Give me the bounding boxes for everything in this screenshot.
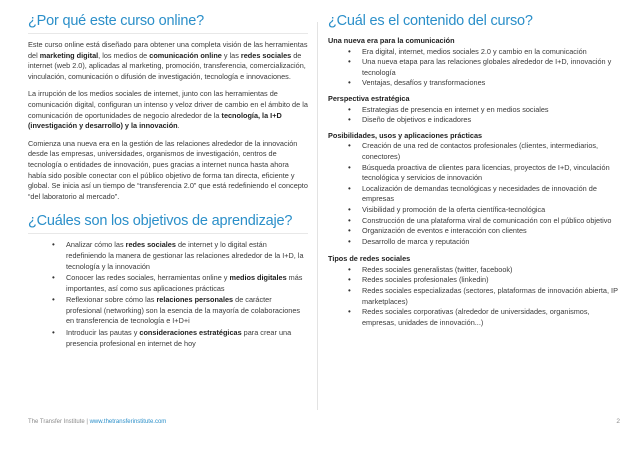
- column-divider: [317, 22, 318, 410]
- section-list-applications: [328, 141, 622, 247]
- text: Analizar cómo las: [66, 240, 126, 250]
- bold-text: relaciones personales: [156, 295, 234, 305]
- footer-text: The Transfer Institute |: [28, 419, 90, 425]
- new-era-paragraph: Comienza una nueva era en la gestión de las relaciones alrededor de la innovación desde las empresas, universidades, organismos de investigación, centros de tecnología o entidades de innovación, pues gracias a internet nunca hasta ahora había sido posible conectar con el público objetivo de forma tan directa, eficiente y global. Se inicia así un tiempo de “transferencia 2.0” que está redefiniendo el concepto “del laboratorio al mercado”.: [28, 138, 308, 201]
- intro-paragraph: [28, 40, 308, 82]
- text: más importantes, así como sus aplicaciones prácticas: [66, 273, 303, 293]
- page-number: 2: [616, 418, 620, 425]
- list-item: • Redes sociales corporativas (alrededor de universidades, organismos, empresas, unidades de innovación...): [348, 307, 622, 328]
- text: Introducir las pautas y: [66, 328, 140, 338]
- text: .: [177, 121, 180, 131]
- bold-text: tecnología, la I+D (investigación y desarrollo) y la innovación: [28, 110, 282, 131]
- text: Conocer las redes sociales, herramientas online y: [66, 273, 230, 283]
- bold-text: marketing digital: [39, 50, 99, 60]
- list-item: • Visibilidad y promoción de la oferta científica-tecnológica: [348, 205, 622, 216]
- bold-text: medios digitales: [229, 273, 287, 283]
- section-list-communication: [328, 47, 622, 89]
- list-item: [54, 240, 308, 272]
- text: La irrupción de los medios sociales de internet, junto con las herramientas de comunicación digital, configuran un intenso y veloz driver de cambio en el ámbito de la comunicación de oportunidades de negocio alrededor de la: [28, 89, 308, 120]
- list-item: • Desarrollo de marca y reputación: [348, 237, 622, 248]
- section-list-strategy: [328, 105, 622, 126]
- text: , los medios de: [98, 50, 150, 60]
- text: Reflexionar sobre cómo las: [66, 295, 157, 305]
- list-item: • Estrategias de presencia en internet y en medios sociales: [348, 105, 622, 116]
- right-column: [328, 12, 622, 333]
- bold-text: consideraciones estratégicas: [139, 328, 242, 338]
- list-item: • Localización de demandas tecnológicas y necesidades de innovación de empresas: [348, 184, 622, 205]
- bold-text: comunicación online: [149, 50, 222, 60]
- list-item: • Creación de una red de contactos profesionales (clientes, intermediarios, conectores): [348, 141, 622, 162]
- footer: [28, 419, 166, 425]
- list-item: [54, 295, 308, 327]
- section-title-strategy: Perspectiva estratégica: [328, 93, 410, 103]
- list-item: • Redes sociales especializadas (sectores, plataformas de innovación abierta, IP marketplaces): [348, 286, 622, 307]
- objectives-heading: ¿Cuáles son los objetivos de aprendizaje?: [28, 212, 308, 234]
- list-item: [54, 328, 308, 349]
- irruption-paragraph: [28, 89, 308, 131]
- text: de internet y lo digital están redefiniendo la manera de gestionar las relaciones alrededor de la I+D, la tecnología y la innovación: [66, 240, 304, 271]
- footer-link[interactable]: www.thetransferinstitute.com: [89, 419, 167, 425]
- text: de carácter profesional (networking) son la esencia de la mayoría de colaboraciones en transferencia de tecnología e I+D+i: [66, 295, 301, 326]
- list-item: • Una nueva etapa para las relaciones globales alrededor de I+D, innovación y tecnología: [348, 57, 622, 78]
- list-item: • Diseño de objetivos e indicadores: [348, 115, 622, 126]
- section-list-network-types: [328, 265, 622, 329]
- section-title-applications: Posibilidades, usos y aplicaciones prácticas: [328, 130, 483, 140]
- left-column: [28, 12, 308, 354]
- list-item: • Redes sociales profesionales (linkedin): [348, 275, 622, 286]
- list-item: • Búsqueda proactiva de clientes para licencias, proyectos de I+D, vinculación tecnológica y servicios de innovación: [348, 163, 622, 184]
- list-item: • Organización de eventos e interacción con clientes: [348, 226, 622, 237]
- bold-text: redes sociales: [125, 240, 176, 250]
- text: Este curso online está diseñado para obtener una completa visión de las herramientas del: [28, 40, 308, 60]
- list-item: • Redes sociales generalistas (twitter, facebook): [348, 265, 622, 276]
- list-item: • Era digital, internet, medios sociales 2.0 y cambio en la comunicación: [348, 47, 622, 58]
- text: de internet (web 2.0), aplicadas al marketing, promoción, transferencia, comercialización, vinculación, comunicación o difusión de investigación, tecnología e innovaciones.: [28, 50, 306, 81]
- why-course-heading: ¿Por qué este curso online?: [28, 12, 308, 34]
- list-item: • Ventajas, desafíos y transformaciones: [348, 78, 622, 89]
- objectives-list: [28, 240, 308, 349]
- text: y las: [221, 50, 241, 60]
- bold-text: redes sociales: [240, 50, 292, 60]
- text: para crear una presencia profesional en internet de hoy: [66, 328, 292, 348]
- course-content-heading: ¿Cuál es el contenido del curso?: [328, 13, 533, 29]
- list-item: [54, 273, 308, 294]
- list-item: • Construcción de una plataforma viral de comunicación con el público objetivo: [348, 216, 622, 227]
- section-title-communication: Una nueva era para la comunicación: [328, 36, 455, 45]
- section-title-network-types: Tipos de redes sociales: [328, 254, 411, 264]
